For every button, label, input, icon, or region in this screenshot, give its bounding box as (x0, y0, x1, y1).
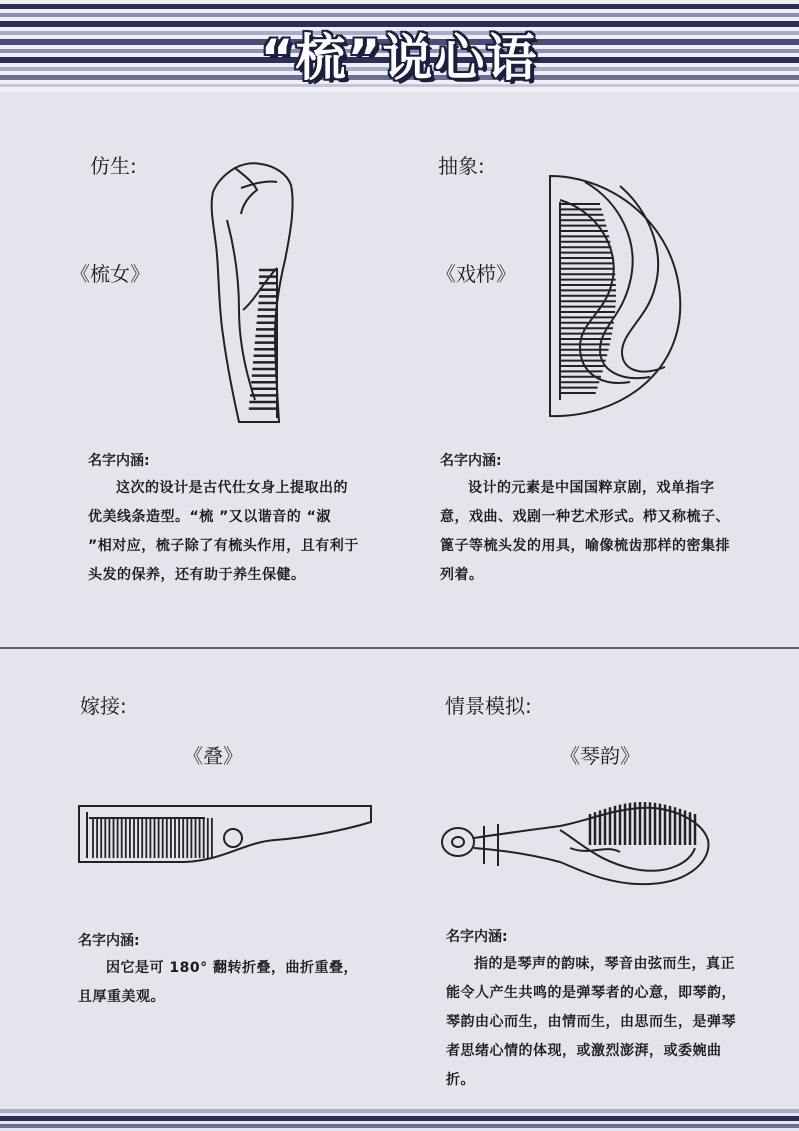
section-label-abstract: 抽象: (438, 154, 485, 178)
work-name-qinyun: 《琴韵》 (560, 744, 640, 768)
footer-stripe (0, 1109, 799, 1113)
section-label-bionic: 仿生: (90, 154, 137, 178)
comb-lady-illustration (205, 160, 300, 430)
page-title: “梳”说心语 (260, 29, 539, 87)
meaning-label: 名字内涵: (88, 453, 150, 469)
page-header (0, 0, 799, 92)
meaning-label: 名字内涵: (446, 929, 508, 945)
work-name-die: 《叠》 (183, 744, 243, 768)
section-label-scenario: 情景模拟: (445, 694, 532, 718)
page-footer (0, 1109, 799, 1131)
work-name-shunv: 《梳女》 (70, 262, 150, 286)
meaning-text: 指的是琴声的韵味，琴音由弦而生，真正能令人产生共鸣的是弹琴者的心意，即琴韵，琴韵由心而生，由情而生，由思而生，是弹琴者思绪心情的体现，或激烈澎湃，或委婉曲折。 (446, 956, 736, 1088)
section-divider (0, 647, 799, 649)
meaning-text: 这次的设计是古代仕女身上提取出的优美线条造型。“梳 ”又以谐音的 “淑 ”相对应，梳子除了有梳头作用，且有利于头发的保养，还有助于养生保健。 (88, 480, 359, 583)
meaning-text: 因它是可 180° 翻转折叠，曲折重叠，且厚重美观。 (78, 960, 358, 1005)
work-name-xizhi: 《戏栉》 (436, 262, 516, 286)
meaning-text: 设计的元素是中国国粹京剧，戏单指字意，戏曲、戏剧一种艺术形式。栉又称梳子、篦子等梳头发的用具，喻像梳齿那样的密集排列着。 (440, 480, 730, 583)
folding-comb-illustration (75, 800, 375, 870)
pipa-comb-illustration (440, 790, 720, 890)
section-label-graft: 嫁接: (80, 694, 127, 718)
footer-stripe (0, 1124, 799, 1128)
meaning-label: 名字内涵: (440, 453, 502, 469)
header-stripe (0, 13, 799, 17)
header-stripe (0, 4, 799, 9)
opera-comb-illustration (540, 172, 690, 422)
meaning-label: 名字内涵: (78, 933, 140, 949)
footer-stripe (0, 1116, 799, 1121)
